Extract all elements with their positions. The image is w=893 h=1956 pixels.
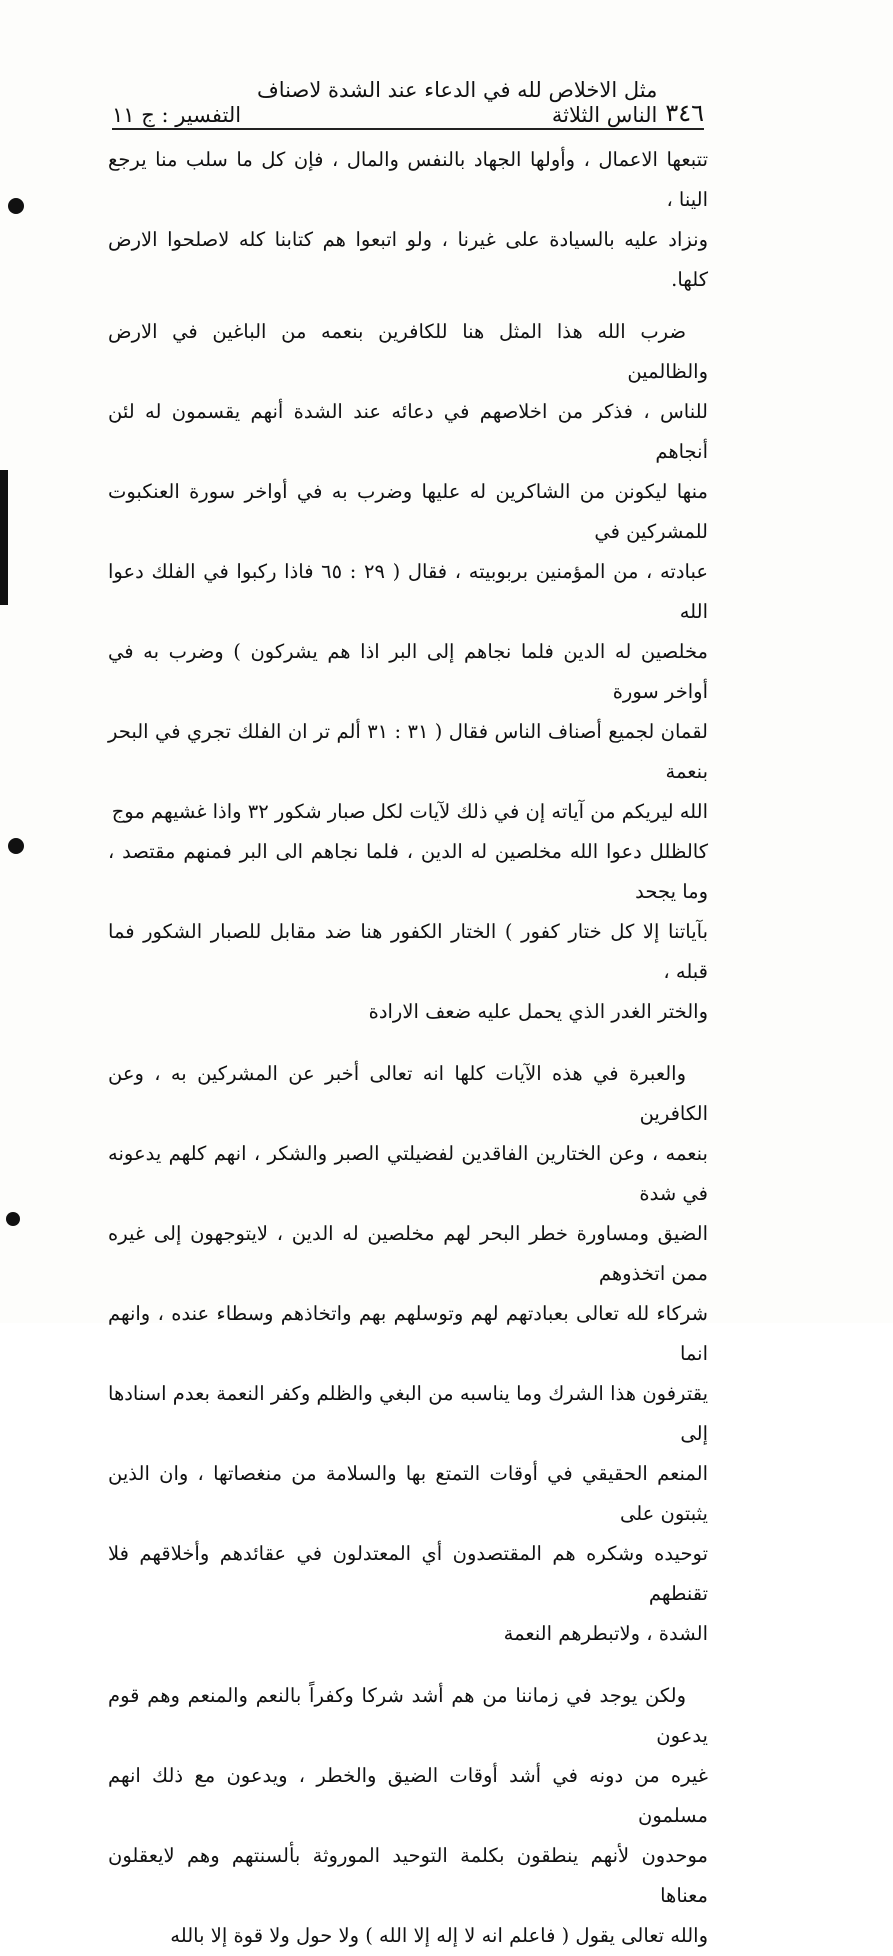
page-header	[112, 78, 704, 128]
paragraph-1	[108, 140, 708, 300]
text-line: لقمان لجميع أصناف الناس فقال ( ٣١ : ٣١ ألم تر ان الفلك تجري في البحر بنعمة	[108, 720, 708, 783]
text-line: بنعمه ، وعن الختارين الفاقدين لفضيلتي الصبر والشكر ، انهم كلهم يدعونه في شدة	[108, 1142, 708, 1205]
running-title: مثل الاخلاص لله في الدعاء عند الشدة لاصناف الناس الثلاثة	[256, 77, 658, 127]
text-line: شركاء لله تعالى بعبادتهم لهم وتوسلهم بهم واتخاذهم وسطاء عنده ، وانهم انما	[108, 1302, 708, 1365]
text-line: الضيق ومساورة خطر البحر لهم مخلصين له الدين ، لايتوجهون إلى غيره ممن اتخذوهم	[108, 1222, 708, 1285]
text-line: الشدة ، ولاتبطرهم النعمة	[503, 1622, 708, 1645]
text-line: ونزاد عليه بالسيادة على غيرنا ، ولو اتبعوا هم كتابنا كله لاصلحوا الارض كلها.	[108, 228, 708, 291]
text-line: غيره من دونه في أشد أوقات الضيق والخطر ، ويدعون مع ذلك انهم مسلمون	[108, 1764, 708, 1827]
text-line: توحيده وشكره هم المقتصدون أي المعتدلون في عقائدهم وأخلاقهم فلا تقنطهم	[108, 1542, 708, 1605]
book-reference: التفسير : ج ١١	[112, 102, 242, 127]
paragraph-4	[108, 1676, 708, 1956]
text-line: ضرب الله هذا المثل هنا للكافرين بنعمه من الباغين في الارض والظالمين	[108, 320, 708, 383]
text-line: يقترفون هذا الشرك وما يناسبه من البغي والظلم وكفر النعمة بعدم اسنادها إلى	[108, 1382, 708, 1445]
text-line: منها ليكونن من الشاكرين له عليها وضرب به في أواخر سورة العنكبوت للمشركين في	[108, 480, 708, 543]
text-line: ولكن يوجد في زماننا من هم أشد شركا وكفراً بالنعم والمنعم وهم قوم يدعون	[108, 1684, 708, 1747]
text-line: للناس ، فذكر من اخلاصهم في دعائه عند الشدة أنهم يقسمون له لئن أنجاهم	[108, 400, 708, 463]
text-line: مخلصين له الدين فلما نجاهم إلى البر اذا هم يشركون ) وضرب به في أواخر سورة	[108, 640, 708, 703]
scan-artifact-dot	[8, 198, 24, 214]
text-line: والعبرة في هذه الآيات كلها انه تعالى أخبر عن المشركين به ، وعن الكافرين	[108, 1062, 708, 1125]
paragraph-3	[108, 1054, 708, 1654]
text-line: والختر الغدر الذي يحمل عليه ضعف الارادة	[368, 1000, 708, 1023]
text-line: تتبعها الاعمال ، وأولها الجهاد بالنفس والمال ، فإن كل ما سلب منا يرجع الينا ،	[108, 148, 708, 211]
text-line: موحدون لأنهم ينطقون بكلمة التوحيد الموروثة بألسنتهم وهم لايعقلون معناها	[108, 1844, 708, 1907]
page-number: ٣٤٦	[665, 99, 704, 128]
paragraph-2	[108, 312, 708, 1032]
body-text	[108, 140, 708, 1956]
text-line: بآياتنا إلا كل ختار كفور ) الختار الكفور هنا ضد مقابل للصبار الشكور فما قبله ،	[108, 920, 708, 983]
text-line: والله تعالى يقول ( فاعلم انه لا إله إلا الله ) ولا حول ولا قوة إلا بالله	[170, 1924, 708, 1947]
text-line: الله ليريكم من آياته إن في ذلك لآيات لكل صبار شكور ٣٢ واذا غشيهم موج	[111, 800, 708, 823]
scan-artifact-dot	[8, 838, 24, 854]
scan-edge-mark	[0, 470, 8, 605]
text-line: كالظلل دعوا الله مخلصين له الدين ، فلما نجاهم الى البر فمنهم مقتصد ، وما يجحد	[108, 840, 708, 903]
text-line: عبادته ، من المؤمنين بربوبيته ، فقال ( ٢٩ : ٦٥ فاذا ركبوا في الفلك دعوا الله	[108, 560, 708, 623]
text-line: المنعم الحقيقي في أوقات التمتع بها والسلامة من منغصاتها ، وان الذين يثبتون على	[108, 1462, 708, 1525]
scan-artifact-dot	[6, 1212, 20, 1226]
header-divider	[112, 128, 704, 130]
